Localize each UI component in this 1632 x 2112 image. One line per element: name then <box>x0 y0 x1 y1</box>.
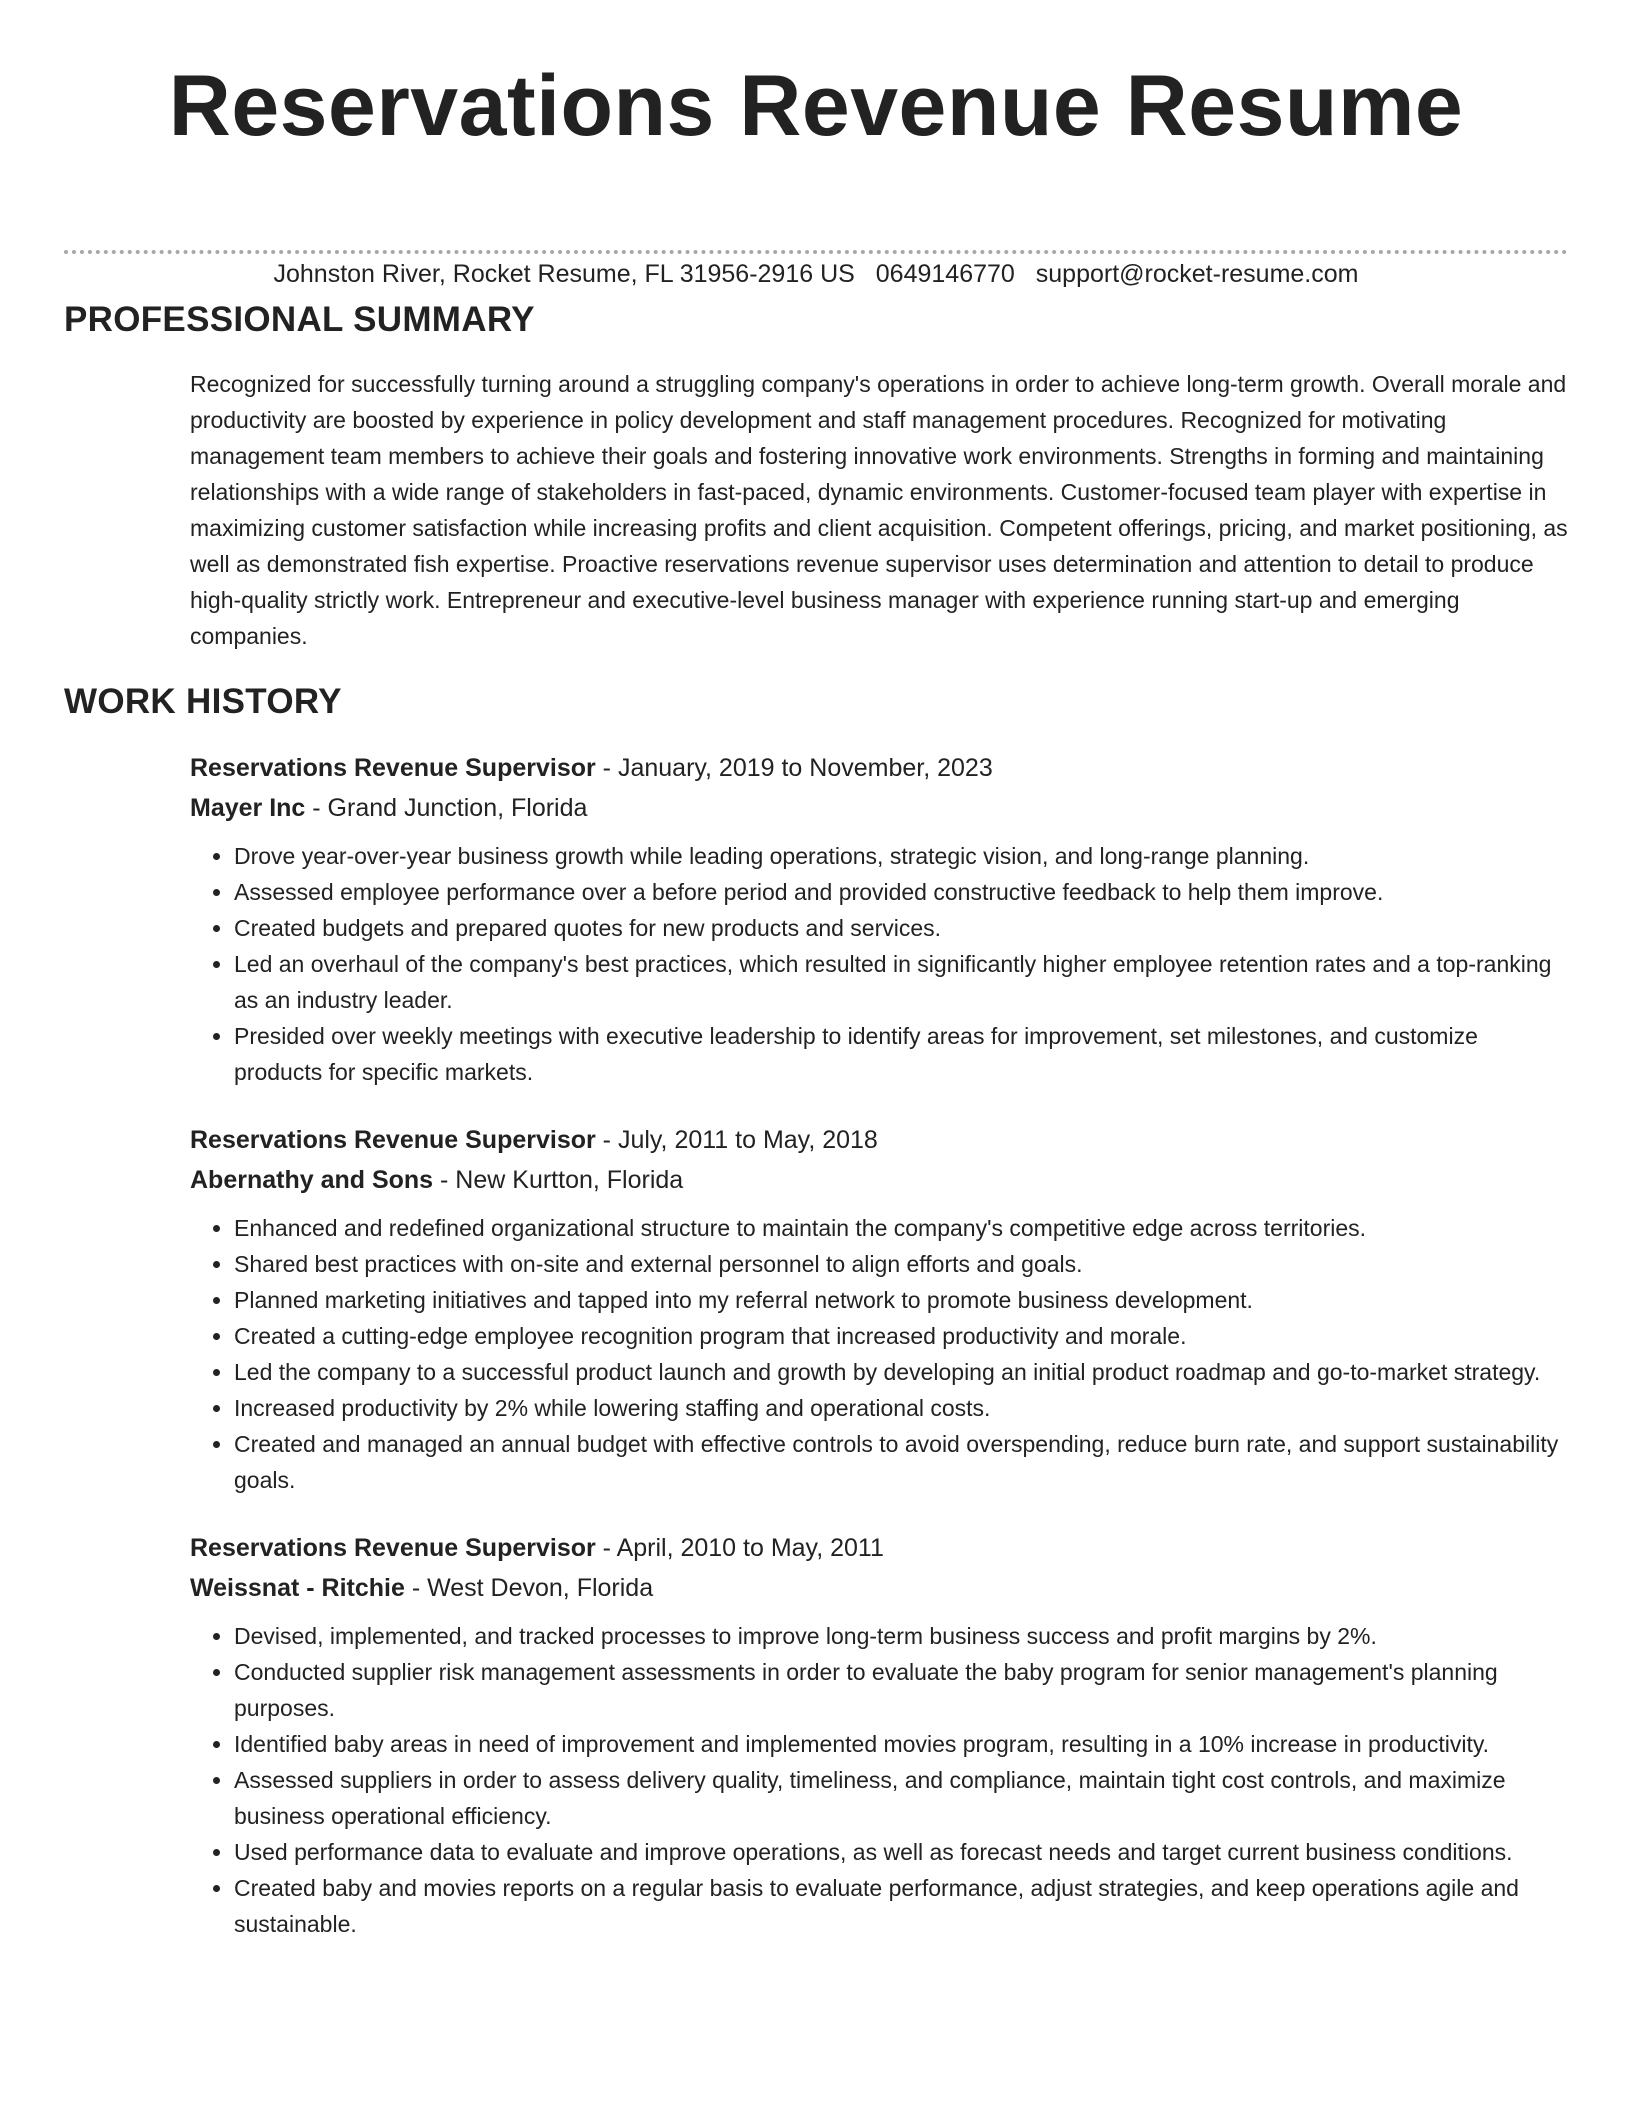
job-bullet: • Planned marketing initiatives and tapped into my referral network to promote business development. <box>234 1282 1568 1318</box>
job-bullet: • Created baby and movies reports on a regular basis to evaluate performance, adjust strategies, and keep operations agile and sustainable. <box>234 1870 1568 1942</box>
job-bullet: • Presided over weekly meetings with executive leadership to identify areas for improvement, set milestones, and customize products for specific markets. <box>234 1018 1568 1090</box>
job-company: Weissnat - Ritchie <box>190 1574 405 1602</box>
job-location: - New Kurtton, Florida <box>433 1166 684 1194</box>
job-bullet: • Created budgets and prepared quotes for new products and services. <box>234 910 1568 946</box>
work-history-list <box>190 748 1568 1972</box>
resume-title: Reservations Revenue Resume <box>168 58 1464 154</box>
contact-email: support@rocket-resume.com <box>1035 260 1359 288</box>
summary-text: Recognized for successfully turning around a struggling company's operations in order to achieve long-term growth. Overall morale and productivity are boosted by experience in policy development and staff management procedures. Recognized for motivating management team members to achieve their goals and fostering innovative work environments. Strengths in forming and maintaining relationships with a wide range of stakeholders in fast-paced, dynamic environments. Customer-focused team player with expertise in maximizing customer satisfaction while increasing profits and client acquisition. Competent offerings, pricing, and market positioning, as well as demonstrated fish expertise. Proactive reservations revenue supervisor uses determination and attention to detail to produce high-quality strictly work. Entrepreneur and executive-level business manager with experience running start-up and emerging companies. <box>190 371 1568 649</box>
job-bullet: • Shared best practices with on-site and external personnel to align efforts and goals. <box>234 1246 1568 1282</box>
job-company: Abernathy and Sons <box>190 1166 434 1194</box>
job-dates: - January, 2019 to November, 2023 <box>595 754 993 782</box>
job-title: Reservations Revenue Supervisor <box>190 1126 596 1154</box>
job-title: Reservations Revenue Supervisor <box>190 1534 596 1562</box>
job-bullet: • Increased productivity by 2% while lowering staffing and operational costs. <box>234 1390 1568 1426</box>
job-company-line <box>190 1160 1568 1200</box>
job-title-line <box>190 1528 1568 1568</box>
job-bullet: • Created a cutting-edge employee recognition program that increased productivity and morale. <box>234 1318 1568 1354</box>
job-company-line <box>190 1568 1568 1608</box>
job-bullet: • Devised, implemented, and tracked processes to improve long-term business success and profit margins by 2%. <box>234 1618 1568 1654</box>
job-location: - West Devon, Florida <box>404 1574 654 1602</box>
header-divider <box>64 250 1568 254</box>
job-bullet: • Enhanced and redefined organizational structure to maintain the company's competitive edge across territories. <box>234 1210 1568 1246</box>
contact-address: Johnston River, Rocket Resume, FL 31956-2916 US <box>273 260 855 288</box>
contact-line <box>0 258 1632 290</box>
job-bullet: • Led the company to a successful product launch and growth by developing an initial product roadmap and go-to-market strategy. <box>234 1354 1568 1390</box>
job-title-line <box>190 748 1568 788</box>
job-bullets <box>190 1210 1568 1498</box>
job-dates: - April, 2010 to May, 2011 <box>595 1534 884 1562</box>
job-company-line <box>190 788 1568 828</box>
job-bullet: • Conducted supplier risk management assessments in order to evaluate the baby program for senior management's planning purposes. <box>234 1654 1568 1726</box>
job-bullet: • Used performance data to evaluate and improve operations, as well as forecast needs and target current business conditions. <box>234 1834 1568 1870</box>
job-bullet: • Assessed suppliers in order to assess delivery quality, timeliness, and compliance, maintain tight cost controls, and maximize business operational efficiency. <box>234 1762 1568 1834</box>
job-entry <box>190 1528 1568 1942</box>
job-bullet: • Led an overhaul of the company's best practices, which resulted in significantly higher employee retention rates and a top-ranking as an industry leader. <box>234 946 1568 1018</box>
job-bullet: • Created and managed an annual budget with effective controls to avoid overspending, reduce burn rate, and support sustainability goals. <box>234 1426 1568 1498</box>
job-bullets <box>190 838 1568 1090</box>
contact-phone: 0649146770 <box>875 260 1015 288</box>
job-bullets <box>190 1618 1568 1942</box>
summary-heading: PROFESSIONAL SUMMARY <box>64 300 535 339</box>
job-bullet: • Assessed employee performance over a before period and provided constructive feedback to help them improve. <box>234 874 1568 910</box>
job-title-line <box>190 1120 1568 1160</box>
job-location: - Grand Junction, Florida <box>305 794 588 822</box>
job-company: Mayer Inc <box>190 794 306 822</box>
work-history-heading: WORK HISTORY <box>64 682 342 721</box>
job-title: Reservations Revenue Supervisor <box>190 754 596 782</box>
job-dates: - July, 2011 to May, 2018 <box>595 1126 878 1154</box>
job-entry <box>190 1120 1568 1498</box>
job-entry <box>190 748 1568 1090</box>
job-bullet: • Identified baby areas in need of improvement and implemented movies program, resulting in a 10% increase in productivity. <box>234 1726 1568 1762</box>
job-bullet: • Drove year-over-year business growth while leading operations, strategic vision, and long-range planning. <box>234 838 1568 874</box>
